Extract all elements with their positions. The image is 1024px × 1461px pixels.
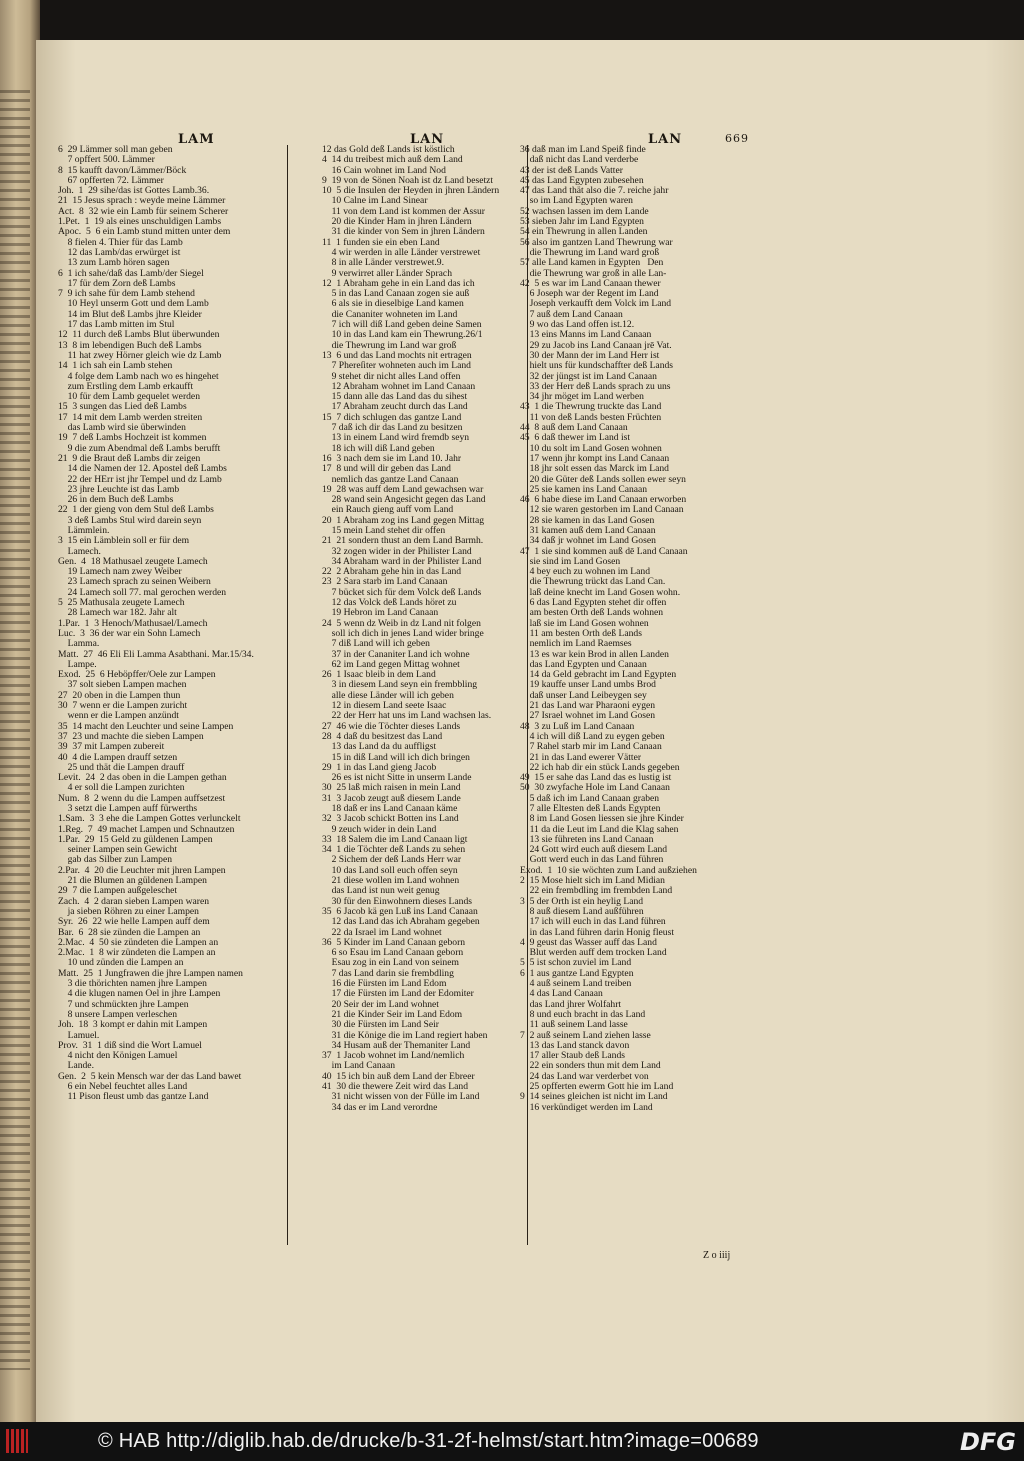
entry-line: 7 2 auß seinem Land ziehen lasse [520, 1029, 651, 1041]
entry-line: 7 daß ich dir das Land zu besitzen [322, 422, 463, 434]
entry-line: 13 6 und das Land mochts nit ertragen [322, 349, 472, 361]
entry-line: 6 das Land Egypten stehet dir offen [520, 597, 667, 609]
entry-line: 8 unsere Lampen verleschen [58, 1008, 178, 1020]
left-page-edge [0, 0, 40, 1422]
column-middle [322, 145, 526, 1113]
entry-line: im Land Canaan [322, 1060, 395, 1072]
entry-line: laß sie im Land Gosen wohnen [520, 617, 649, 629]
entry-line: 37 23 und machte die sieben Lampen [58, 730, 204, 742]
entry-line: in das Land führen darin Honig fleust [520, 926, 674, 938]
entry-line: hielt uns für kundschaffter deß Lands [520, 360, 674, 372]
column-right [520, 145, 770, 1113]
entry-line: 12 das Lamb/das erwürget ist [58, 246, 181, 258]
entry-line: die Thewrung war groß in alle Lan- [520, 267, 667, 279]
entry-line: 15 mein Land stehet dir offen [322, 524, 446, 536]
entry-line: 17 ich will euch in das Land führen [520, 916, 666, 928]
entry-line: 13 in einem Land wird fremdb seyn [322, 432, 470, 444]
entry-line: 15 7 dich schlugen das gantze Land [322, 411, 462, 423]
entry-line: 7 Rahel starb mir im Land Canaan [520, 741, 662, 753]
entry-line: 2.Mac. 1 8 wir zündeten die Lampen an [58, 947, 216, 959]
page-number: 669 [725, 132, 749, 145]
entry-line: daß unser Land Leibeygen sey [520, 689, 647, 701]
entry-line: 19 Lamech nam zwey Weiber [58, 566, 182, 578]
entry-line: 6 Joseph war der Regent im Land [520, 288, 659, 300]
entry-line: 16 verkündiget werden im Land [520, 1101, 653, 1113]
entry-line: 14 da Geld gebracht im Land Egypten [520, 669, 677, 681]
entry-line: 16 die Fürsten im Land Edom [322, 978, 447, 990]
entry-line: laß deine knecht im Land Gosen wohn. [520, 586, 681, 598]
entry-line: Gott werd euch in das Land führen [520, 854, 664, 866]
entry-line: 13 8 im lebendigen Buch deß Lambs [58, 339, 202, 351]
entry-line: 27 20 oben in die Lampen thun [58, 689, 181, 701]
entry-line: 37 1 Jacob wohnet im Land/nemlich [322, 1050, 465, 1062]
entry-line: 7 opffert 500. Lämmer [58, 154, 155, 166]
entry-line: 8 fielen 4. Thier für das Lamb [58, 236, 183, 248]
entry-line: 45 das Land Egypten zubesehen [520, 174, 644, 186]
entry-line: 29 1 in das Land gieng Jacob [322, 761, 437, 773]
entry-line: 11 hat zwey Hörner gleich wie dz Lamb [58, 349, 222, 361]
entry-line: 34 1 die Töchter deß Lands zu sehen [322, 844, 466, 856]
entry-line: 13 das Land stanck davon [520, 1039, 630, 1051]
entry-line: 21 diese wollen im Land wohnen [322, 875, 460, 887]
entry-line: 13 es war kein Brod in allen Landen [520, 648, 669, 660]
entry-line: 29 zu Jacob ins Land Canaan jrē Vat. [520, 339, 672, 351]
entry-line: Lamma. [58, 638, 100, 650]
entry-line: 34 daß jr wohnet im Land Gosen [520, 535, 656, 547]
entry-line: 24 5 wenn dz Weib in dz Land nit folgen [322, 617, 481, 629]
entry-line: Bar. 6 28 sie zünden die Lampen an [58, 926, 201, 938]
entry-line: 19 Hebron im Land Canaan [322, 607, 439, 619]
entry-line: 34 jhr möget im Land werben [520, 391, 644, 403]
entry-line: 37 in der Cananiter Land ich wohne [322, 648, 470, 660]
entry-line: 47 das Land thät also die 7. reiche jahr [520, 185, 669, 197]
entry-line: 57 alle Land kamen in Egypten Den [520, 257, 664, 269]
entry-line: ein Rauch gieng auff vom Land [322, 504, 454, 516]
entry-line: 9 zeuch wider in dein Land [322, 823, 437, 835]
entry-line: 24 Lamech soll 77. mal gerochen werden [58, 586, 227, 598]
entry-line: 8 auß diesem Land außführen [520, 905, 644, 917]
entry-line: 6 1 ich sahe/daß das Lamb/der Siegel [58, 267, 204, 279]
entry-line: 1.Reg. 7 49 machet Lampen und Schnautzen [58, 823, 235, 835]
entry-line: 43 der ist deß Lands Vatter [520, 164, 623, 176]
entry-line: Gen. 2 5 kein Mensch war der das Land bawet [58, 1070, 242, 1082]
entry-line: 48 3 zu Luß im Land Canaan [520, 720, 635, 732]
entry-line: 7 Phereſiter wohneten auch im Land [322, 360, 471, 372]
entry-line: die Thewrung im Land war groß [322, 339, 457, 351]
entry-line: 4 er soll die Lampen zurichten [58, 782, 185, 794]
entry-line: 4 wir werden in alle Länder verstrewet [322, 246, 481, 258]
entry-line: 52 wachsen lassen im dem Lande [520, 205, 649, 217]
entry-line: 22 der Herr hat uns im Land wachsen las. [322, 710, 492, 722]
entry-line: 8 und euch bracht in das Land [520, 1008, 646, 1020]
entry-line: 24 das Land war verderbet von [520, 1070, 649, 1082]
entry-line: 54 ein Thewrung in allen Landen [520, 226, 648, 238]
entry-line: 10 5 die Insulen der Heyden in jhren Ländern [322, 185, 500, 197]
entry-line: 42 5 es war im Land Canaan thewer [520, 277, 661, 289]
entry-line: das Land Egypten und Canaan [520, 658, 647, 670]
entry-line: 47 1 sie sind kommen auß dē Land Canaan [520, 545, 688, 557]
entry-line: Lämmlein. [58, 524, 110, 536]
entry-line: 26 es ist nicht Sitte in unserm Lande [322, 772, 472, 784]
entry-line: 32 3 Jacob schickt Botten ins Land [322, 813, 459, 825]
entry-line: 15 dann alle das Land das du sihest [322, 391, 468, 403]
entry-line: 21 in das Land ewerer Vätter [520, 751, 642, 763]
entry-line: 12 1 Abraham gehe in ein Land das ich [322, 277, 475, 289]
entry-line: 31 kamen auß dem Land Canaan [520, 524, 656, 536]
entry-line: Lamuel. [58, 1029, 100, 1041]
column-heading-left: LAM [178, 132, 215, 147]
entry-line: 7 alle Eltesten deß Lands Egypten [520, 803, 661, 814]
entry-line: 10 das Land soll euch offen seyn [322, 864, 458, 876]
entry-line: 4 die klugen namen Oel in jhre Lampen [58, 988, 221, 1000]
entry-line: Joseph verkaufft dem Volck im Land [520, 298, 672, 310]
entry-line: 6 1 aus gantze Land Egypten [520, 967, 634, 979]
entry-line: Matt. 27 46 Eli Eli Lamma Asabthani. Mar.15/34. [58, 648, 254, 660]
copyright-url-text[interactable]: © HAB http://diglib.hab.de/drucke/b-31-2f-helmst/start.htm?image=00689 [98, 1430, 759, 1452]
entry-line: 21 21 sondern thust an dem Land Barmh. [322, 535, 484, 547]
entry-line: wenn er die Lampen anzündt [58, 710, 179, 722]
entry-line: 1.Sam. 3 3 ehe die Lampen Gottes verlunckelt [58, 813, 241, 825]
entry-line: 34 das er im Land verordne [322, 1101, 438, 1113]
entry-line: 23 jhre Leuchte ist das Lamb [58, 483, 180, 495]
entry-line: 21 das Land war Pharaoni eygen [520, 700, 656, 712]
entry-line: 14 1 ich sah ein Lamb stehen [58, 360, 173, 372]
entry-line: das Land ist nun weit genug [322, 885, 440, 897]
entry-line: 46 6 habe diese im Land Canaan erworben [520, 494, 687, 506]
entry-line: Exod. 1 10 sie wöchten zum Land außziehen [520, 864, 697, 876]
entry-line: ja sieben Röhren zu einer Lampen [58, 905, 199, 917]
entry-line: 15 3 sungen das Lied deß Lambs [58, 401, 187, 413]
entry-line: 12 sie waren gestorben im Land Canaan [520, 504, 684, 516]
entry-line: alle diese Länder will ich geben [322, 689, 454, 701]
entry-line: 22 der HErr ist jhr Tempel und dz Lamb [58, 473, 222, 485]
entry-line: seiner Lampen sein Gewicht [58, 844, 178, 856]
entry-line: 22 2 Abraham gehe hin in das Land [322, 566, 462, 578]
entry-line: Luc. 3 36 der war ein Sohn Lamech [58, 627, 201, 639]
entry-line: 25 sie kamen ins Land Canaan [520, 483, 648, 495]
entry-line: 13 zum Lamb hören sagen [58, 257, 170, 269]
entry-line: 6 ein Nebel feuchtet alles Land [58, 1081, 188, 1093]
column-heading-middle: LAN [410, 132, 445, 147]
entry-line: 7 auß dem Land Canaan [520, 308, 623, 320]
entry-line: 31 nicht wissen von der Fülle im Land [322, 1091, 480, 1103]
entry-line: 50 30 zwyfache Hole im Land Canaan [520, 782, 670, 794]
entry-line: 62 im Land gegen Mittag wohnet [322, 658, 460, 670]
entry-line: 11 1 funden sie ein eben Land [322, 236, 440, 248]
entry-line: 31 die kinder von Sem in jhren Ländern [322, 226, 485, 238]
entry-line: 2.Mac. 4 50 sie zündeten die Lampen an [58, 936, 219, 948]
entry-line: 39 37 mit Lampen zubereit [58, 741, 165, 753]
entry-line: 22 1 der gieng von dem Stul deß Lambs [58, 504, 214, 516]
entry-line: Lampe. [58, 658, 97, 670]
entry-line: 17 Abraham zeucht durch das Land [322, 401, 468, 413]
entry-line: daß nicht das Land verderbe [520, 154, 639, 166]
entry-line: 17 14 mit dem Lamb werden streiten [58, 411, 203, 423]
entry-line: 20 die Güter deß Lands sollen ewer seyn [520, 473, 686, 485]
entry-line: 28 wand sein Angesicht gegen das Land [322, 494, 486, 506]
entry-line: 12 in diesem Land seete Isaac [322, 700, 447, 712]
entry-line: 16 Cain wohnet im Land Nod [322, 164, 446, 176]
entry-line: 19 kauffe unser Land umbs Brod [520, 679, 656, 691]
entry-line: Levit. 24 2 das oben in die Lampen gethan [58, 772, 227, 784]
entry-line: 9 19 von de Sönen Noah ist dz Land besetzt [322, 174, 494, 186]
entry-line: 7 und schmückten jhre Lampen [58, 998, 189, 1010]
entry-line: 56 also im gantzen Land Thewrung war [520, 236, 673, 248]
entry-line: nemlich im Land Raemses [520, 638, 632, 650]
entry-line: 2 Sichem der deß Lands Herr war [322, 854, 462, 866]
entry-line: 12 das Gold deß Lands ist köstlich [322, 145, 455, 155]
hab-logo-icon [6, 1429, 28, 1453]
entry-line: 23 Lamech sprach zu seinen Weibern [58, 576, 211, 588]
entry-line: 1.Par. 1 3 Henoch/Mathusael/Lamech [58, 617, 208, 629]
entry-line: 17 wenn jhr kompt ins Land Canaan [520, 452, 670, 464]
entry-line: das Lamb wird sie überwinden [58, 422, 186, 434]
entry-line: 21 die Blumen an güldenen Lampen [58, 875, 207, 887]
entry-line: 7 das Land darin sie frembdling [322, 967, 454, 979]
column-left [58, 145, 286, 1103]
entry-line: 7 ich will diß Land geben deine Samen [322, 319, 482, 331]
entry-line: 7 diß Land will ich geben [322, 638, 430, 650]
entry-line: 20 1 Abraham zog ins Land gegen Mittag [322, 514, 484, 526]
entry-line: 3 die thörichten namen jhre Lampen [58, 978, 207, 990]
entry-line: 49 15 er sahe das Land das es lustig ist [520, 772, 672, 784]
entry-line: 4 14 du treibest mich auß dem Land [322, 154, 463, 166]
entry-line: 11 auß seinem Land lasse [520, 1019, 628, 1031]
entry-line: 43 1 die Thewrung truckte das Land [520, 401, 662, 413]
entry-line: 12 11 durch deß Lambs Blut überwunden [58, 329, 220, 341]
entry-line: Zach. 4 2 daran sieben Lampen waren [58, 895, 210, 907]
entry-line: 30 7 wenn er die Lampen zuricht [58, 700, 188, 712]
entry-line: 24 Gott wird euch auß diesem Land [520, 844, 668, 856]
entry-line: 20 die Kinder Ham in jhren Ländern [322, 216, 472, 228]
signature-mark: Z o iiij [703, 1250, 731, 1261]
entry-line: 26 1 Isaac bleib in dem Land [322, 669, 436, 681]
entry-line: 6 so Esau im Land Canaan geborn [322, 947, 464, 959]
entry-line: 36 5 Kinder im Land Canaan geborn [322, 936, 466, 948]
entry-line: 4 9 geust das Wasser auff das Land [520, 936, 657, 948]
entry-line: 19 7 deß Lambs Hochzeit ist kommen [58, 432, 207, 444]
entry-line: 14 im Blut deß Lambs jhre Kleider [58, 308, 202, 320]
entry-line: 13 eins Manns im Land Canaan [520, 329, 652, 341]
entry-line: 5 in das Land Canaan zogen sie auß [322, 288, 470, 300]
entry-line: 28 Lamech war 182. Jahr alt [58, 607, 177, 619]
entry-line: 3 15 ein Lämblein soll er für dem [58, 535, 190, 547]
entry-line: 27 46 wie die Töchter dieses Lands [322, 720, 461, 732]
entry-line: 21 15 Jesus sprach : weyde meine Lämmer [58, 195, 226, 207]
entry-line: 36 daß man im Land Speiß finde [520, 145, 646, 155]
entry-line: 23 2 Sara starb im Land Canaan [322, 576, 448, 588]
entry-line: 3 5 der Orth ist ein heylig Land [520, 895, 644, 907]
entry-line: 7 9 ich sahe für dem Lamb stehend [58, 288, 195, 300]
entry-line: 2.Par. 4 20 die Leuchter mit jhren Lampen [58, 864, 226, 876]
entry-line: 5 daß ich im Land Canaan graben [520, 792, 660, 804]
entry-line: 9 14 seines gleichen ist nicht im Land [520, 1091, 668, 1103]
entry-line: 12 Abraham wohnet im Land Canaan [322, 380, 476, 392]
entry-line: 33 18 Salem die im Land Canaan ligt [322, 833, 468, 845]
entry-line: 4 nicht den Königen Lamuel [58, 1050, 178, 1062]
entry-line: Lamech. [58, 545, 101, 557]
entry-line: 18 jhr solt essen das Marck im Land [520, 463, 669, 475]
entry-line: Num. 8 2 wenn du die Lampen auffsetzest [58, 792, 226, 804]
entry-line: 3 setzt die Lampen auff fürwerths [58, 803, 198, 814]
entry-line: Joh. 1 29 sihe/das ist Gottes Lamb.36. [58, 185, 210, 197]
entry-line: 18 ich will diß Land geben [322, 442, 435, 454]
entry-line: 15 in diß Land will ich dich bringen [322, 751, 470, 763]
entry-line: die Thewrung im Land ward groß [520, 246, 660, 258]
entry-line: 3 in diesem Land seyn ein frembbling [322, 679, 478, 691]
entry-line: 7 bücket sich für dem Volck deß Lands [322, 586, 482, 598]
entry-line: 8 15 kaufft davon/Lämmer/Böck [58, 164, 187, 176]
entry-line: 34 Abraham ward in der Philister Land [322, 555, 482, 567]
entry-line: 1.Par. 29 15 Geld zu güldenen Lampen [58, 833, 213, 845]
entry-line: 10 du solt im Land Gosen wohnen [520, 442, 662, 454]
entry-line: 29 7 die Lampen außgeleschet [58, 885, 178, 897]
entry-line: 34 Husam auß der Themaniter Land [322, 1039, 471, 1051]
entry-line: 40 4 die Lampen drauff setzen [58, 751, 178, 763]
entry-line: 40 15 ich bin auß dem Land der Ebreer [322, 1070, 475, 1082]
entry-line: 35 6 Jacob kä gen Luß ins Land Canaan [322, 905, 478, 917]
entry-line: Syr. 26 22 wie helle Lampen auff dem [58, 916, 210, 928]
entry-line: nemlich das gantze Land Canaan [322, 473, 459, 485]
entry-line: 18 daß er ins Land Canaan käme [322, 803, 458, 814]
entry-line: 12 das Land das ich Abraham gegeben [322, 916, 480, 928]
entry-line: 6 29 Lämmer soll man geben [58, 145, 173, 155]
entry-line: 25 opfferten ewerm Gott hie im Land [520, 1081, 674, 1093]
entry-line: Lande. [58, 1060, 94, 1072]
entry-line: 22 ich hab dir ein stück Lands gegeben [520, 761, 680, 773]
entry-line: 11 von dem Land ist kommen der Assur [322, 205, 485, 217]
entry-line: 3 deß Lambs Stul wird darein seyn [58, 514, 202, 526]
entry-line: 9 stehet dir nicht alles Land offen [322, 370, 461, 382]
entry-line: 17 die Fürsten im Land der Edomiter [322, 988, 474, 1000]
entry-line: 11 am besten Orth deß Lands [520, 627, 642, 639]
entry-line: 17 8 und will dir geben das Land [322, 463, 451, 475]
entry-line: 6 als sie in dieselbige Land kamen [322, 298, 464, 310]
entry-line: 25 und thät die Lampen drauff [58, 761, 185, 773]
entry-line: 4 auß seinem Land treiben [520, 978, 632, 990]
entry-line: 11 da die Leut im Land die Klag sahen [520, 823, 679, 835]
entry-line: sie sind im Land Gosen [520, 555, 621, 567]
entry-line: 5 25 Mathusala zeugete Lamech [58, 597, 185, 609]
entry-line: 17 das Lamb mitten im Stul [58, 319, 175, 331]
entry-line: 37 solt sieben Lampen machen [58, 679, 187, 691]
entry-line: gab das Silber zun Lampen [58, 854, 173, 866]
entry-line: Prov. 31 1 diß sind die Wort Lamuel [58, 1039, 202, 1051]
entry-line: 21 9 die Braut deß Lambs dir zeigen [58, 452, 201, 464]
entry-line: 13 sie führeten ins Land Canaan [520, 833, 654, 845]
entry-line: Exod. 25 6 Heböpffer/Oele zur Lampen [58, 669, 216, 681]
entry-line: 22 da Israel im Land wohnet [322, 926, 442, 938]
entry-line: 10 und zünden die Lampen an [58, 957, 184, 969]
footer-bar [0, 1422, 1024, 1461]
entry-line: 4 ich will diß Land zu eygen geben [520, 730, 665, 742]
entry-line: 32 der jüngst ist im Land Canaan [520, 370, 657, 382]
entry-line: 17 für dem Zorn deß Lambs [58, 277, 176, 289]
entry-line: 32 zogen wider in der Philister Land [322, 545, 472, 557]
entry-line: Matt. 25 1 Jungfrawen die jhre Lampen namen [58, 967, 243, 979]
entry-line: 35 14 macht den Leuchter und seine Lampen [58, 720, 234, 732]
entry-line: 2 15 Mose hielt sich im Land Midian [520, 875, 665, 887]
entry-line: 53 sieben Jahr im Land Egypten [520, 216, 644, 228]
entry-line: 1.Pet. 1 19 als eines unschuldigen Lambs [58, 216, 222, 228]
entry-line: 8 im Land Gosen liessen sie jhre Kinder [520, 813, 684, 825]
entry-line: 41 30 die thewere Zeit wird das Land [322, 1081, 468, 1093]
entry-line: Apoc. 5 6 ein Lamb stund mitten unter dem [58, 226, 231, 238]
entry-line: 10 für dem Lamb gequelet werden [58, 391, 200, 403]
entry-line: so im Land Egypten waren [520, 195, 633, 207]
entry-line: am besten Orth deß Lands wohnen [520, 607, 664, 619]
left-page-text-fragment [0, 90, 30, 1370]
entry-line: 12 das Volck deß Lands höret zu [322, 597, 457, 609]
entry-line: 14 die Namen der 12. Apostel deß Lambs [58, 463, 227, 475]
column-rule-1 [287, 145, 288, 1245]
entry-line: Esau zog in ein Land von seinem [322, 957, 459, 969]
entry-line: 21 die Kinder Seir im Land Edom [322, 1008, 463, 1020]
entry-line: 31 3 Jacob zeugt auß diesem Lande [322, 792, 461, 804]
entry-line: 16 3 nach dem sie im Land 10. Jahr [322, 452, 462, 464]
entry-line: 8 in alle Länder verstrewet.9. [322, 257, 445, 269]
entry-line: Joh. 18 3 kompt er dahin mit Lampen [58, 1019, 208, 1031]
entry-line: 9 wo das Land offen ist.12. [520, 319, 635, 331]
entry-line: 33 der Herr deß Lands sprach zu uns [520, 380, 671, 392]
entry-line: 20 Seir der im Land wohnet [322, 998, 439, 1010]
entry-line: zum Erstling dem Lamb erkaufft [58, 380, 194, 392]
entry-line: 22 ein sonders thun mit dem Land [520, 1060, 661, 1072]
entry-line: 30 die Fürsten im Land Seir [322, 1019, 439, 1031]
entry-line: 28 4 daß du besitzest das Land [322, 730, 443, 742]
entry-line: Blut werden auff dem trocken Land [520, 947, 667, 959]
entry-line: 30 für den Einwohnern dieses Lands [322, 895, 473, 907]
entry-line: 13 das Land da du auffligst [322, 741, 437, 753]
entry-line: das Land jhrer Wolfahrt [520, 998, 622, 1010]
entry-line: 30 25 laß mich raisen in mein Land [322, 782, 461, 794]
entry-line: 4 folge dem Lamb nach wo es hingehet [58, 370, 219, 382]
entry-line: 30 der Mann der im Land Herr ist [520, 349, 660, 361]
entry-line: 44 8 auß dem Land Canaan [520, 422, 628, 434]
entry-line: 10 Calne im Land Sinear [322, 195, 428, 207]
entry-line: 10 in das Land kam ein Thewrung.26/1 [322, 329, 483, 341]
dfg-logo: DFG [959, 1428, 1016, 1456]
entry-line: soll ich dich in jenes Land wider bringe [322, 627, 484, 639]
entry-line: 17 aller Staub deß Lands [520, 1050, 625, 1062]
entry-line: 9 die zum Abendmal deß Lambs berufft [58, 442, 221, 454]
entry-line: 11 Pison fleust umb das gantze Land [58, 1091, 209, 1103]
entry-line: Gen. 4 18 Mathusael zeugete Lamech [58, 555, 208, 567]
entry-line: 4 bey euch zu wohnen im Land [520, 566, 651, 578]
entry-line: 27 Israel wohnet im Land Gosen [520, 710, 656, 722]
entry-line: 67 opfferten 72. Lämmer [58, 174, 164, 186]
entry-line: 9 verwirret aller Länder Sprach [322, 267, 452, 279]
entry-line: 28 sie kamen in das Land Gosen [520, 514, 655, 526]
entry-line: 26 in dem Buch deß Lambs [58, 494, 174, 506]
entry-line: 19 28 was auff dem Land gewachsen war [322, 483, 484, 495]
entry-line: 45 6 daß thewer im Land ist [520, 432, 631, 444]
entry-line: 10 Heyl unserm Gott und dem Lamb [58, 298, 209, 310]
entry-line: 31 die Könige die im Land regiert haben [322, 1029, 488, 1041]
entry-line: 4 das Land Canaan [520, 988, 603, 1000]
entry-line: 5 5 ist schon zuviel im Land [520, 957, 632, 969]
entry-line: 11 von deß Lands besten Früchten [520, 411, 662, 423]
column-heading-right: LAN [648, 132, 683, 147]
entry-line: die Cananiter wohneten im Land [322, 308, 458, 320]
entry-line: 22 ein frembdling im frembden Land [520, 885, 673, 897]
entry-line: Act. 8 32 wie ein Lamb für seinem Scherer [58, 205, 229, 217]
entry-line: die Thewrung trückt das Land Can. [520, 576, 666, 588]
